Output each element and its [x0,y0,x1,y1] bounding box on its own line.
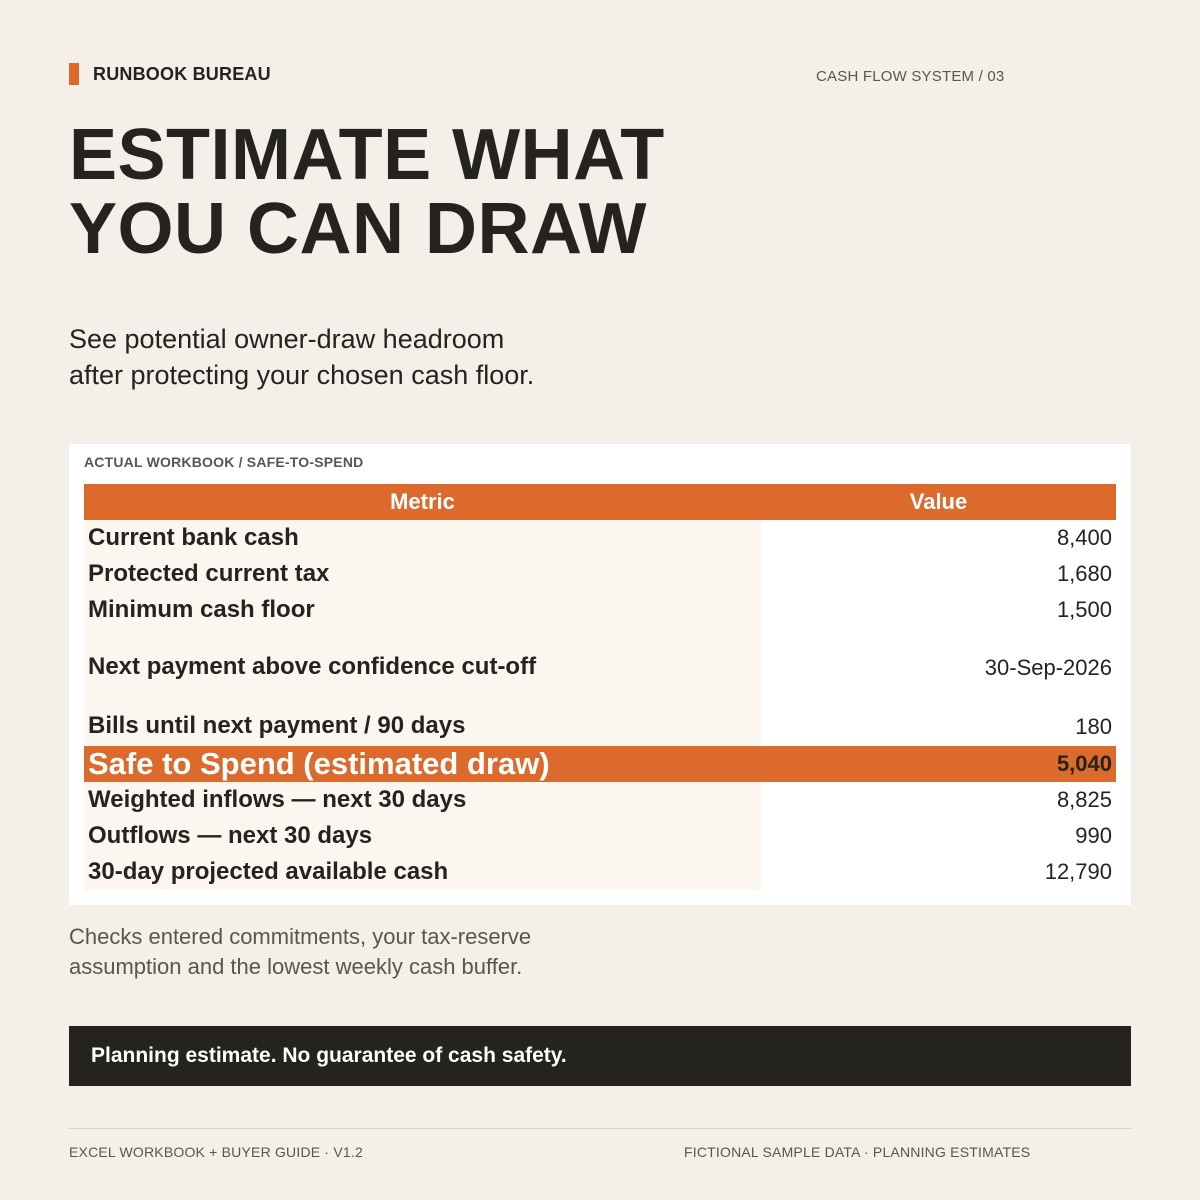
disclaimer-text: Planning estimate. No guarantee of cash safety. [91,1044,567,1067]
table-row [84,628,1116,687]
metric-cell: Bills until next payment / 90 days [84,687,761,746]
safe-to-spend-row [84,746,1116,782]
value-cell: 1,680 [1056,561,1112,586]
value-cell: 8,825 [1056,787,1112,812]
table-row [84,687,1116,746]
value-cell: 12,790 [1044,859,1112,884]
table-header [84,484,1116,520]
safe-to-spend-table [84,484,1116,890]
brand-accent-bar [69,63,79,85]
column-header-metric: Metric [390,489,455,514]
footer-divider [69,1128,1131,1129]
table-row [84,854,1116,890]
page-title-line-2: YOU CAN DRAW [69,189,647,269]
value-cell: 8,400 [1056,525,1112,550]
value-cell: 180 [1075,714,1112,739]
value-cell: 30-Sep-2026 [984,655,1112,680]
table-row [84,818,1116,854]
page-title-line-1: ESTIMATE WHAT [69,115,665,195]
subtitle-line-2: after protecting your chosen cash floor. [69,360,535,390]
table-row [84,520,1116,556]
safe-to-spend-metric: Safe to Spend (estimated draw) [84,746,761,782]
workbook-label: ACTUAL WORKBOOK / SAFE-TO-SPEND [84,454,364,470]
disclaimer-banner [69,1026,1131,1086]
metric-cell: Protected current tax [84,556,761,592]
value-cell: 1,500 [1056,597,1112,622]
table-row [84,592,1116,628]
page-subtitle [69,321,534,393]
footer-right: FICTIONAL SAMPLE DATA · PLANNING ESTIMATES [684,1144,1031,1160]
metric-cell: Next payment above confidence cut-off [84,628,761,687]
metric-cell: 30-day projected available cash [84,854,761,890]
table-row [84,782,1116,818]
series-label: CASH FLOW SYSTEM / 03 [816,68,1005,85]
metric-cell: Outflows — next 30 days [84,818,761,854]
page-title [69,115,665,269]
safe-to-spend-value: 5,040 [761,746,1116,782]
explanatory-note [69,922,531,982]
column-header-value: Value [909,489,968,514]
metric-cell: Minimum cash floor [84,592,761,628]
metric-cell: Current bank cash [84,520,761,556]
subtitle-line-1: See potential owner-draw headroom [69,324,505,354]
table-row [84,556,1116,592]
value-cell: 990 [1075,823,1112,848]
brand-name: RUNBOOK BUREAU [93,63,271,84]
workbook-card [69,444,1131,905]
footer-left: EXCEL WORKBOOK + BUYER GUIDE · V1.2 [69,1144,363,1160]
note-line-2: assumption and the lowest weekly cash buffer. [69,954,523,979]
note-line-1: Checks entered commitments, your tax-reserve [69,924,532,949]
metric-cell: Weighted inflows — next 30 days [84,782,761,818]
brand [69,63,271,85]
